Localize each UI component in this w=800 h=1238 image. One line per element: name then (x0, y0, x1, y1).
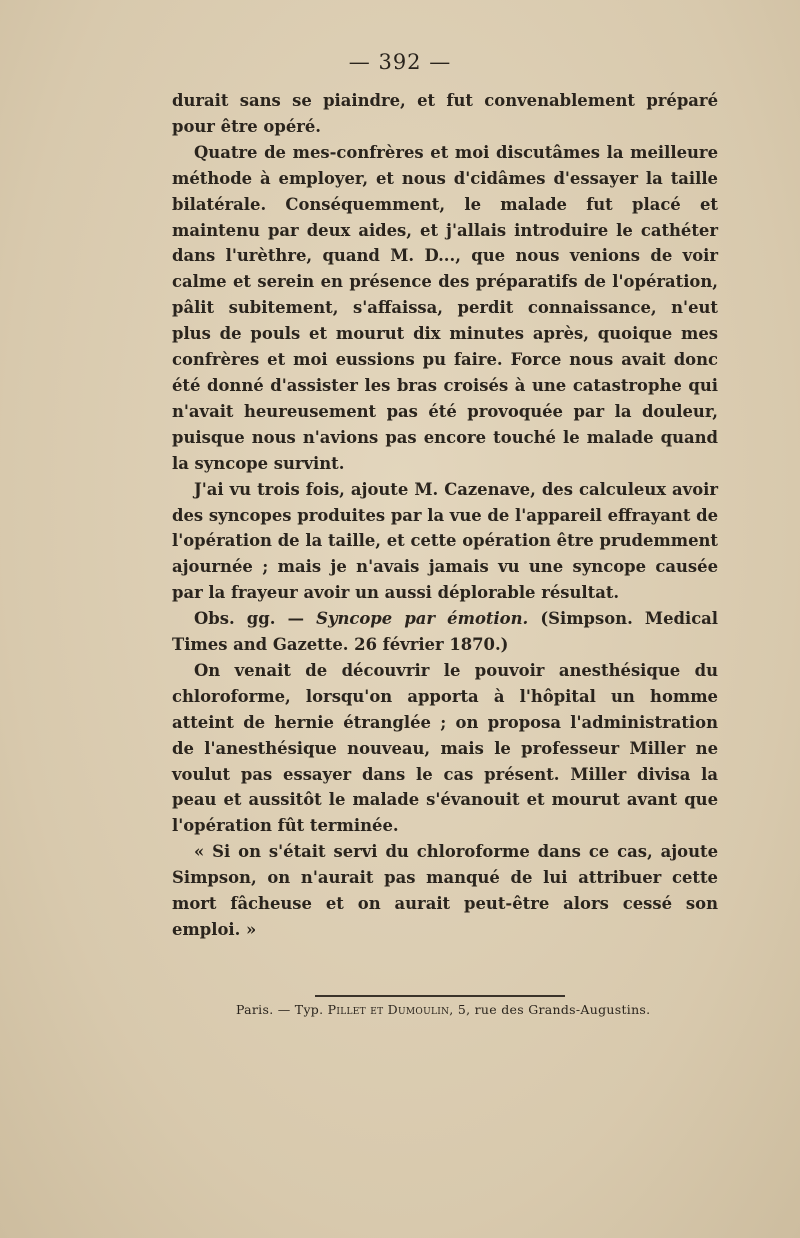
paragraph-continuation: durait sans se piaindre, et fut convenablement préparé pour être opéré. (172, 91, 718, 136)
paragraph-chloroform: On venait de découvrir le pouvoir anesthésique du chloroforme, lorsqu'on apporta à l'hôpital un homme atteint de hernie étranglée ; on proposa l'administration de l'anesthésique nouveau, mais le professeur Miller ne voulut pas essayer dans le cas présent. Miller divisa la peau et aussitôt le malade s'évanouit et mourut avant que l'opération fût terminée. (172, 660, 718, 836)
paragraph-cazenave: J'ai vu trois fois, ajoute M. Cazenave, des calculeux avoir des syncopes produites par la vue de l'appareil effrayant de l'opération de la taille, et cette opération être prudemment ajournée ; mais je n'avais jamais vu une syncope causée par la frayeur avoir un aussi déplorable résultat. (172, 479, 718, 603)
paragraph-operation: Quatre de mes-confrères et moi discutâmes la meilleure méthode à employer, et nous d'cidâmes d'essayer la taille bilatérale. Conséquemment, le malade fut placé et maintenu par deux aides, et j'allais introduire le cathéter dans l'urèthre, quand M. D..., que nous venions de voir calme et serein en présence des préparatifs de l'opération, pâlit subitement, s'affaissa, perdit connaissance, n'eut plus de pouls et mourut dix minutes après, quoique mes confrères et moi eussions pu faire. Force nous avait donc été donné d'assister les bras croisés à une catastrophe qui n'avait heureusement pas été provoquée par la douleur, puisque nous n'avions pas encore touché le malade quand la syncope survint. (172, 142, 718, 473)
paragraph-simpson-quote: « Si on s'était servi du chloroforme dans ce cas, ajoute Simpson, on n'aurait pas manqué de lui attribuer cette mort fâcheuse et on aurait peut-être alors cessé son emploi. » (172, 842, 718, 939)
footer-rule (315, 995, 565, 997)
observation-heading (172, 606, 718, 658)
printer-footer (236, 1002, 716, 1017)
obs-label: Obs. gg. — (194, 609, 317, 629)
obs-reference: (Simpson. Medical Times and Gazette. 26 février 1870.) (172, 609, 719, 655)
page-number: — 392 — (348, 50, 452, 74)
footer-address: , 5, rue des Grands-Augustins. (449, 1002, 651, 1017)
footer-lead: Paris. — Typ. (236, 1002, 328, 1017)
obs-title: Syncope par émotion. (316, 609, 529, 629)
body-text (172, 88, 718, 943)
footer-printer: Pillet et Dumoulin (327, 1002, 450, 1017)
